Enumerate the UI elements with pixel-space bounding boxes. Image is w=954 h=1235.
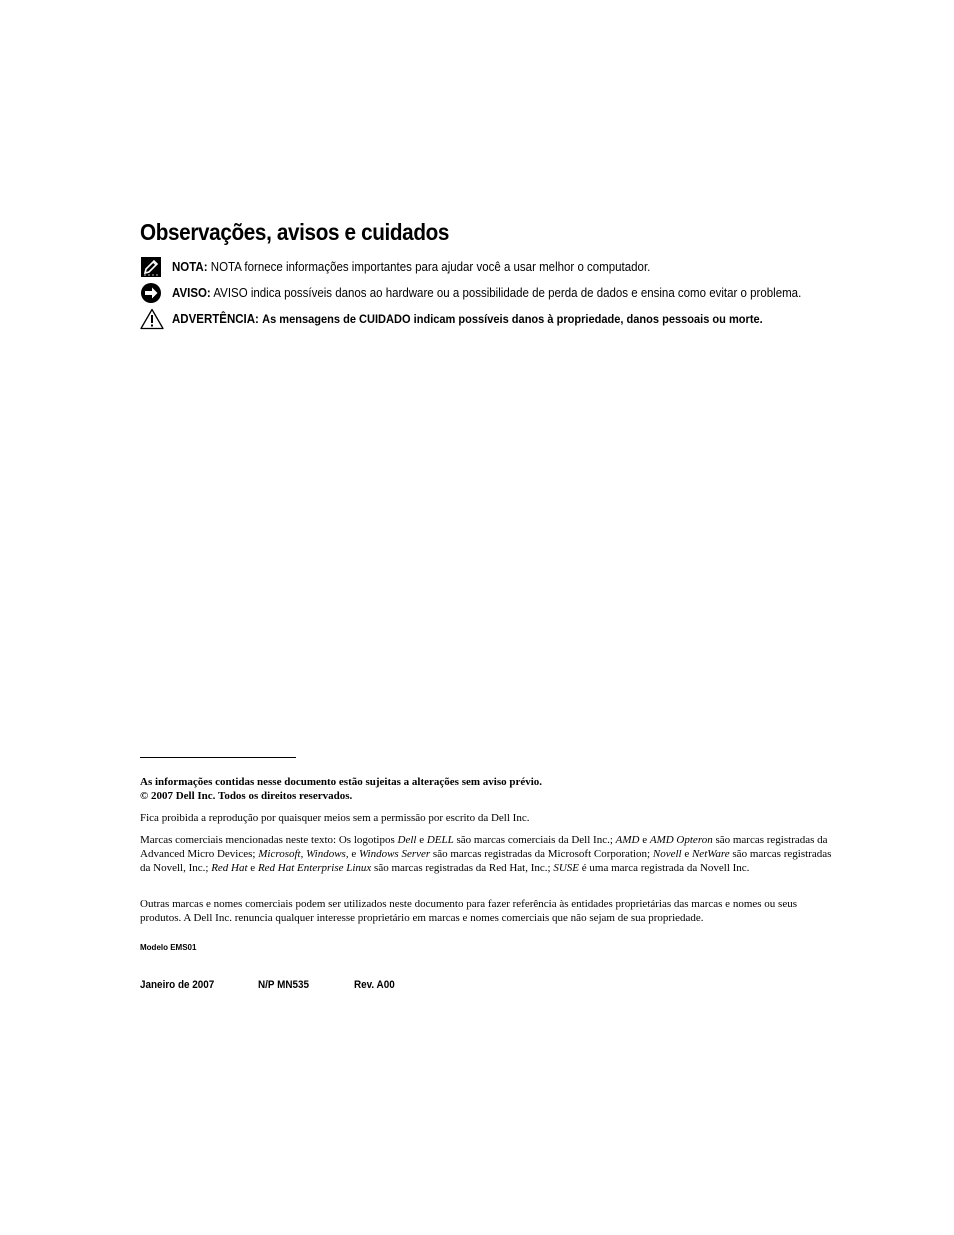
trademark-name: DELL <box>426 834 454 846</box>
trademark-text: é uma marca registrada da Novell Inc. <box>579 862 750 874</box>
advertencia-label: ADVERTÊNCIA: <box>172 312 259 326</box>
other-trademarks-paragraph: Outras marcas e nomes comerciais podem ser utilizados neste documento para fazer referência às entidades proprietárias das marcas e nomes ou seus produtos. A Dell Inc. renuncia qualquer interesse proprietário em marcas e nomes comerciais que não sejam de sua propriedade. <box>140 898 797 924</box>
trademark-name: NetWare <box>691 848 730 860</box>
copyright-line: © 2007 Dell Inc. Todos os direitos reservados. <box>140 790 353 802</box>
footnote-divider <box>140 757 296 758</box>
trademark-text: e <box>639 834 650 846</box>
note-notice <box>140 256 692 278</box>
trademark-text: são marcas registradas da Microsoft Corporation; <box>430 848 653 860</box>
trademark-name: Windows Server <box>358 848 431 860</box>
trademark-name: SUSE <box>553 862 580 874</box>
trademark-text: são marcas registradas da Novell, Inc.; <box>140 848 832 874</box>
revision: Rev. A00 <box>354 979 395 991</box>
legal-notice-line: As informações contidas nesse documento estão sujeitas a alterações sem aviso prévio. <box>140 776 543 788</box>
trademark-text: e <box>348 848 359 860</box>
model-number: Modelo EMS01 <box>140 943 197 952</box>
trademark-text: e <box>681 848 692 860</box>
trademark-text: e <box>416 834 427 846</box>
pencil-note-icon <box>140 256 164 278</box>
trademarks-paragraph <box>140 833 840 875</box>
trademark-name: AMD <box>615 834 640 846</box>
trademark-name: Red Hat <box>211 862 248 874</box>
trademark-text: e <box>247 862 258 874</box>
trademark-text: são marcas registradas da Red Hat, Inc.; <box>371 862 554 874</box>
trademark-text: são marcas registradas da Advanced Micro Devices; <box>140 834 828 860</box>
warning-triangle-icon <box>140 308 164 330</box>
trademark-text: Marcas comerciais mencionadas neste texto: Os logotipos <box>140 834 398 846</box>
trademark-name: Red Hat Enterprise Linux <box>257 862 372 874</box>
trademark-name: AMD Opteron <box>649 834 713 846</box>
note-label: NOTA: <box>172 260 208 274</box>
advertencia-notice <box>140 308 814 330</box>
publication-date: Janeiro de 2007 <box>140 979 215 991</box>
part-number: N/P MN535 <box>258 979 309 991</box>
arrow-circle-icon <box>140 282 164 304</box>
trademark-name: Microsoft, Windows, <box>258 848 349 860</box>
trademark-text: são marcas comerciais da Dell Inc.; <box>453 834 616 846</box>
trademark-name: Dell <box>397 834 417 846</box>
aviso-notice <box>140 282 856 304</box>
page-title: Observações, avisos e cuidados <box>140 219 450 245</box>
aviso-text: AVISO indica possíveis danos ao hardware ou a possibilidade de perda de dados e ensina como evitar o problema. <box>213 286 802 300</box>
trademark-name: Novell <box>652 848 682 860</box>
note-text: NOTA fornece informações importantes para ajudar você a usar melhor o computador. <box>210 260 651 274</box>
reproduction-notice: Fica proibida a reprodução por quaisquer meios sem a permissão por escrito da Dell Inc. <box>140 812 530 824</box>
advertencia-text: As mensagens de CUIDADO indicam possíveis danos à propriedade, danos pessoais ou morte. <box>262 312 763 326</box>
aviso-label: AVISO: <box>172 286 211 300</box>
